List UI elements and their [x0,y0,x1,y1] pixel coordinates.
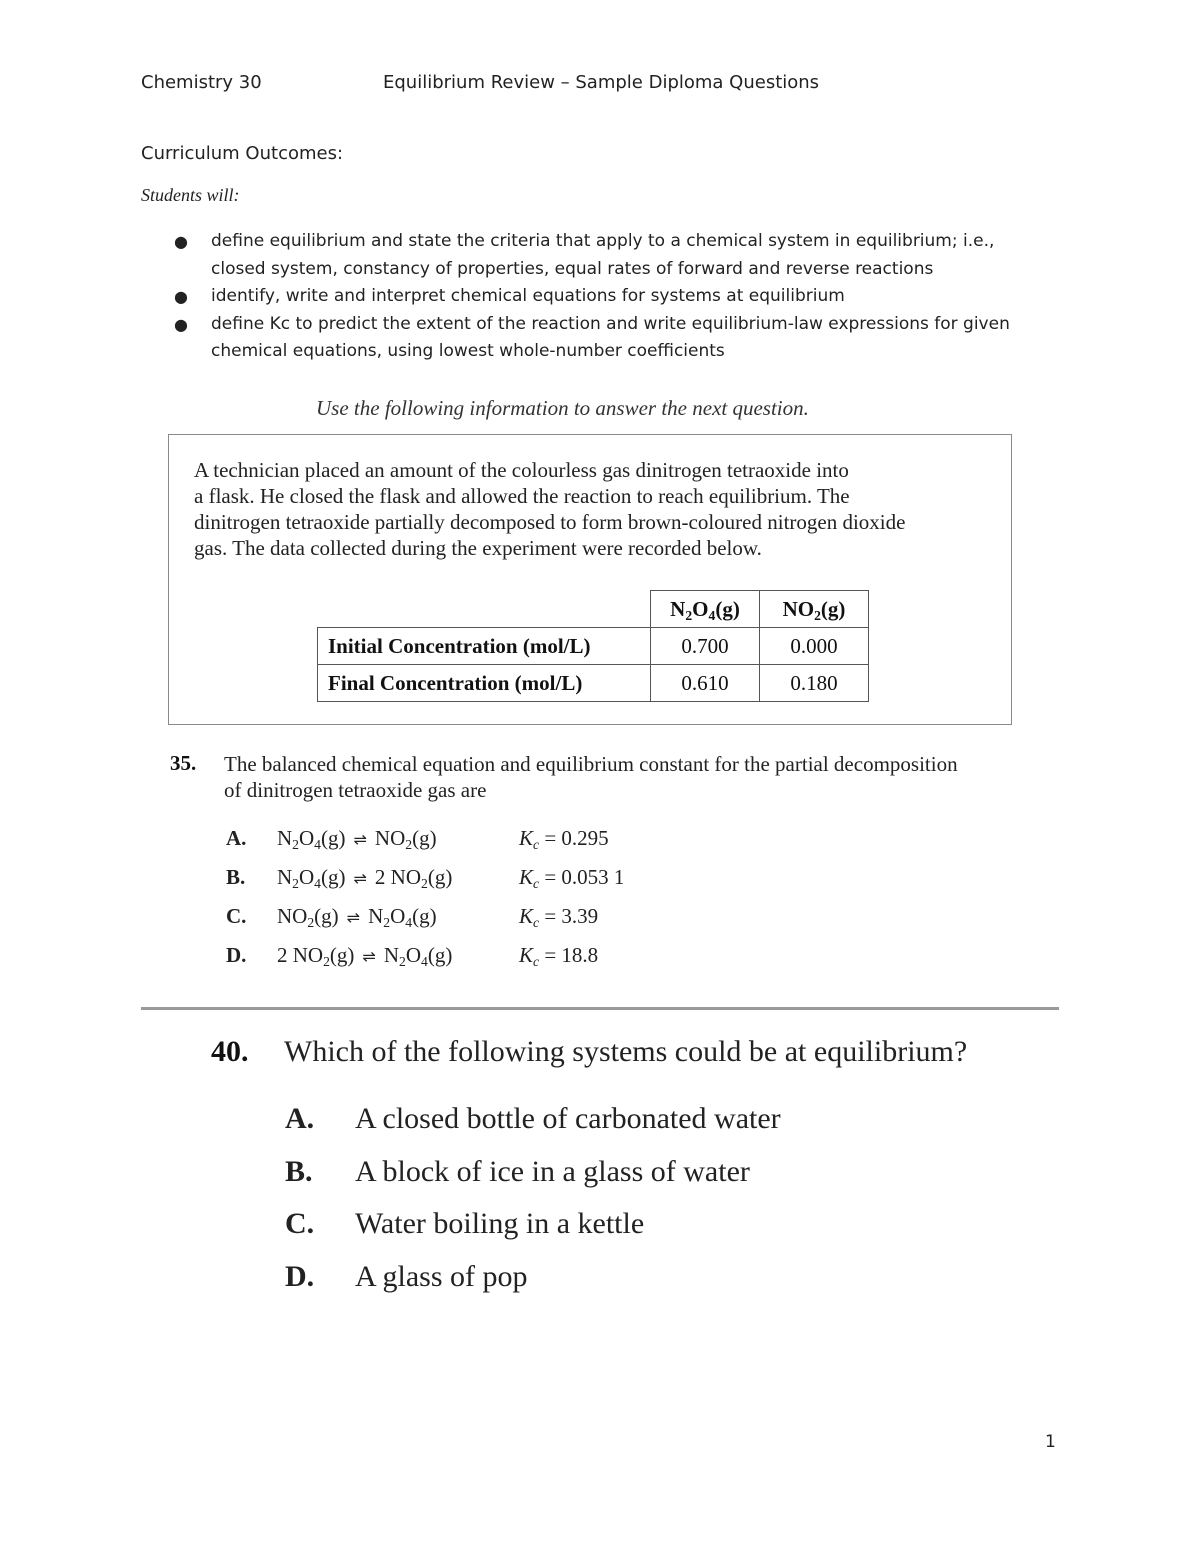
bullet-icon: ● [174,287,188,306]
outcome-line: identify, write and interpret chemical equations for systems at equilibrium [211,286,845,306]
table-corner [318,591,651,628]
table-cell: 0.700 [651,628,760,665]
table-row [318,628,869,665]
info-box [168,434,1012,725]
option-equation: $NO_2(g)$ ⇌ $N_2O_4(g)$ [277,904,437,931]
equilibrium-arrow-icon: ⇌ [353,830,367,849]
outcomes-list [141,228,1041,366]
outcome-line: chemical equations, using lowest whole-number coefficients [211,341,725,361]
outcome-line: closed system, constancy of properties, equal rates of forward and reverse reactions [211,258,934,279]
option-kc: $K_c = 0.295$ [519,826,609,853]
table-cell: 0.000 [760,628,869,665]
equilibrium-arrow-icon: ⇌ [346,908,361,927]
option-letter: B. [226,865,246,889]
outcome-item [141,228,1041,283]
outcome-item [141,283,1041,311]
option-equation: 2 $NO_2(g)$ ⇌ $N_2O_4(g)$ [277,943,453,970]
question-40-stem: Which of the following systems could be at equilibrium? [284,1035,968,1068]
info-line: A technician placed an amount of the colourless gas dinitrogen tetraoxide into [194,458,849,482]
option-text: A closed bottle of carbonated water [355,1102,781,1135]
table-cell: 0.180 [760,665,869,702]
info-line: gas. The data collected during the experiment were recorded below. [194,536,762,560]
option-letter: C. [285,1207,315,1240]
course-name: Chemistry 30 [141,72,262,93]
question-40-option-d[interactable] [0,1260,1200,1300]
column-header-no2: $NO_2(g)$ [760,591,869,628]
option-equation: $N_2O_4(g)$ ⇌ $NO_2(g)$ [277,826,437,853]
question-35-option-a[interactable] [0,826,1200,854]
question-35-option-d[interactable] [0,943,1200,971]
option-letter: C. [226,904,247,928]
info-text [194,457,984,561]
option-text: A glass of pop [355,1260,528,1293]
table-cell: 0.610 [651,665,760,702]
bullet-icon: ● [174,314,188,334]
option-letter: B. [285,1155,313,1188]
stem-line: The balanced chemical equation and equilibrium constant for the partial decomposition [224,752,958,776]
section-divider [141,1007,1059,1010]
option-letter: D. [285,1260,315,1293]
bullet-icon: ● [174,232,188,251]
equilibrium-arrow-icon: ⇌ [362,947,376,966]
info-instruction: Use the following information to answer the next question. [316,396,809,420]
column-header-n2o4: $N_2O_4(g)$ [651,591,760,628]
info-line: a flask. He closed the flask and allowed the reaction to reach equilibrium. The [194,484,850,508]
outcomes-heading: Curriculum Outcomes: [141,143,344,164]
question-35-option-c[interactable] [0,904,1200,932]
table-row [318,665,869,702]
info-line: dinitrogen tetraoxide partially decomposed to form brown-coloured nitrogen dioxide [194,510,906,534]
question-35-stem [224,751,1024,803]
question-40-option-b[interactable] [0,1155,1200,1195]
students-will-label: Students will: [141,185,240,205]
option-letter: D. [226,943,247,967]
question-40-option-c[interactable] [0,1207,1200,1247]
outcome-item [141,311,1041,366]
question-40-number: 40. [211,1035,249,1068]
outcome-line: define Kc to predict the extent of the reaction and write equilibrium-law expressions for given [211,313,1010,334]
table-header-row [318,591,869,628]
stem-line: of dinitrogen tetraoxide gas are [224,778,487,802]
document-title: Equilibrium Review – Sample Diploma Questions [383,72,820,93]
concentration-table [317,590,869,702]
equilibrium-arrow-icon: ⇌ [353,869,367,888]
option-kc: $K_c = 18.8$ [519,943,599,970]
row-label: Initial Concentration (mol/L) [318,628,651,665]
outcome-line: define equilibrium and state the criteria that apply to a chemical system in equilibrium; i.e., [211,231,995,251]
option-text: A block of ice in a glass of water [355,1155,750,1188]
option-equation: $N_2O_4(g)$ ⇌ 2 $NO_2(g)$ [277,865,453,892]
question-40-option-a[interactable] [0,1102,1200,1142]
question-35-number: 35. [170,751,197,775]
option-text: Water boiling in a kettle [355,1207,645,1240]
option-kc: $K_c = 3.39$ [519,904,599,931]
option-kc: $K_c = 0.053$ 1 [519,865,625,892]
page-number: 1 [1045,1432,1056,1452]
row-label: Final Concentration (mol/L) [318,665,651,702]
option-letter: A. [285,1102,315,1135]
question-35-option-b[interactable] [0,865,1200,893]
option-letter: A. [226,826,247,850]
